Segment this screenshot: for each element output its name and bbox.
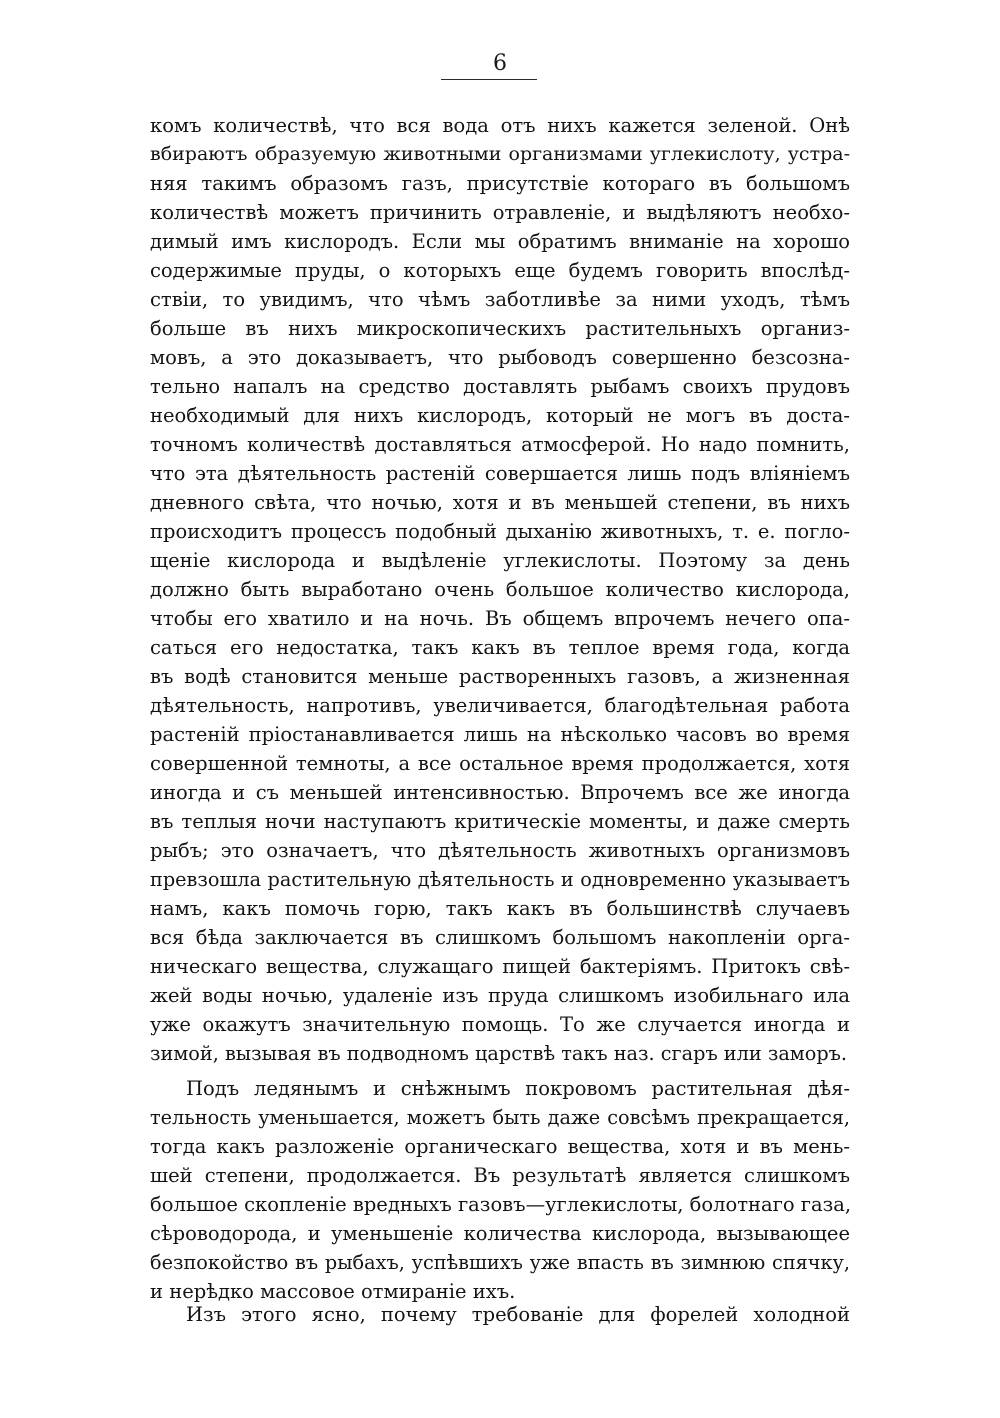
- text-line: дѣятельность, напротивъ, увеличивается, благодѣтельная работа: [150, 694, 850, 717]
- text-line: совершенной темноты, а все остальное время продолжается, хотя: [150, 752, 850, 775]
- text-line: саться его недостатка, такъ какъ въ теплое время года, когда: [150, 636, 850, 659]
- text-line: содержимые пруды, о которыхъ еще будемъ говорить впослѣд-: [150, 259, 850, 282]
- text-line: вбираютъ образуемую животными организмами углекислоту, устра-: [150, 143, 850, 165]
- text-line: въ теплыя ночи наступаютъ критическіе моменты, и даже смерть: [150, 810, 850, 833]
- text-line: ствіи, то увидимъ, что чѣмъ заботливѣе за ними уходъ, тѣмъ: [150, 288, 850, 311]
- text-line: димый имъ кислородъ. Если мы обратимъ вниманіе на хорошо: [150, 230, 850, 253]
- text-line: тельность уменьшается, можетъ быть даже совсѣмъ прекращается,: [150, 1106, 850, 1129]
- text-line: няя такимъ образомъ газъ, присутствіе котораго въ большомъ: [150, 172, 850, 195]
- text-line: ническаго вещества, служащаго пищей бактеріямъ. Притокъ свѣ-: [150, 955, 850, 978]
- text-line: намъ, какъ помочь горю, такъ какъ въ большинствѣ случаевъ: [150, 897, 850, 920]
- text-line: тогда какъ разложеніе органическаго вещества, хотя и въ мень-: [150, 1135, 850, 1158]
- text-line: шей степени, продолжается. Въ результатѣ является слишкомъ: [150, 1164, 850, 1187]
- text-line: большое скопленіе вредныхъ газовъ—углекислоты, болотнаго газа,: [150, 1193, 852, 1216]
- text-line: больше въ нихъ микроскопическихъ растительныхъ организ-: [150, 317, 850, 340]
- paragraph-start-line: Подъ ледянымъ и снѣжнымъ покровомъ растительная дѣя-: [186, 1077, 850, 1100]
- text-line: растеній пріостанавливается лишь на нѣсколько часовъ во время: [150, 723, 850, 746]
- text-line: должно быть выработано очень большое количество кислорода,: [150, 578, 850, 601]
- header-rule: [441, 79, 537, 80]
- text-line: и нерѣдко массовое отмираніе ихъ.: [150, 1280, 516, 1303]
- text-line: сѣроводорода, и уменьшеніе количества кислорода, вызывающее: [150, 1222, 850, 1245]
- text-line: вся бѣда заключается въ слишкомъ большомъ накопленіи орга-: [150, 926, 850, 949]
- text-line: точномъ количествѣ доставляться атмосферой. Но надо помнить,: [150, 433, 850, 456]
- text-line: зимой, вызывая въ подводномъ царствѣ такъ наз. сгаръ или заморъ.: [150, 1042, 848, 1065]
- text-line: что эта дѣятельность растеній совершается лишь подъ вліяніемъ: [150, 462, 850, 485]
- text-line: необходимый для нихъ кислородъ, который не могъ въ доста-: [150, 404, 850, 427]
- text-line: превзошла растительную дѣятельность и одновременно указываетъ: [150, 868, 850, 891]
- text-line: жей воды ночью, удаленіе изъ пруда слишкомъ изобильнаго ила: [150, 984, 850, 1007]
- text-line: дневного свѣта, что ночью, хотя и въ меньшей степени, въ нихъ: [150, 491, 850, 514]
- text-line: щеніе кислорода и выдѣленіе углекислоты. Поэтому за день: [150, 549, 850, 572]
- text-line: въ водѣ становится меньше растворенныхъ газовъ, а жизненная: [150, 665, 850, 688]
- text-line: чтобы его хватило и на ночь. Въ общемъ впрочемъ нечего опа-: [150, 607, 850, 630]
- paragraph-start-line: Изъ этого ясно, почему требованіе для форелей холодной: [186, 1303, 850, 1326]
- text-line: рыбъ; это означаетъ, что дѣятельность животныхъ организмовъ: [150, 839, 850, 862]
- text-line: комъ количествѣ, что вся вода отъ нихъ кажется зеленой. Онѣ: [150, 114, 850, 137]
- text-line: мовъ, а это доказываетъ, что рыбоводъ совершенно безсозна-: [150, 346, 850, 369]
- page-number: 6: [493, 51, 507, 76]
- text-line: количествѣ можетъ причинить отравленіе, и выдѣляютъ необхо-: [150, 201, 850, 224]
- text-line: безпокойство въ рыбахъ, успѣвшихъ уже впасть въ зимнюю спячку,: [150, 1251, 850, 1274]
- text-line: иногда и съ меньшей интенсивностью. Впрочемъ все же иногда: [150, 781, 850, 804]
- text-line: тельно напалъ на средство доставлять рыбамъ своихъ прудовъ: [150, 375, 850, 398]
- text-line: уже окажутъ значительную помощь. То же случается иногда и: [150, 1013, 850, 1036]
- text-line: происходитъ процессъ подобный дыханію животныхъ, т. е. погло-: [150, 520, 850, 543]
